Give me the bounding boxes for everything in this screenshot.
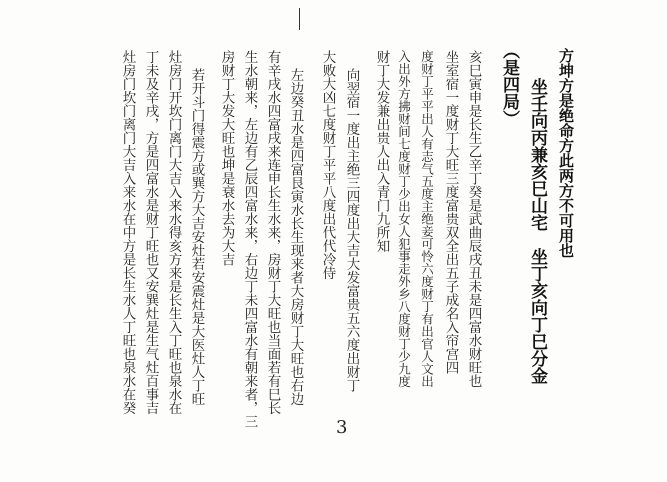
binding-mark: [299, 8, 300, 30]
column-7: 入出外方拂财间七度财丁少出女人犯事走外乡八度财丁少九度: [396, 50, 412, 388]
column-1: 方坤方是绝命方此两方不可用也: [557, 48, 575, 258]
column-5: 坐室宿一度财丁大旺三度富贵双全出五子成名入帘宫四: [442, 50, 459, 374]
column-15: 若开斗门得震方或巽方大吉安灶若安震灶是大医灶人丁旺: [188, 68, 205, 406]
column-8: 财丁大发兼出贵人出入青门九所知: [373, 50, 390, 253]
column-16: 灶房门开坎门离门大吉入来水得亥方来是长生入丁旺也泉水在: [165, 50, 182, 415]
column-17: 丁未及辛戌，方是四富水是财丁旺也又安巽灶是生气灶百事吉: [142, 50, 159, 415]
column-12: 有辛戌水四富戌来连申长生水来，房财丁大旺也当面若有巳长: [264, 50, 281, 415]
column-13: 生水朝来，左边有乙辰四富水来，右边丁未四富水有朝来者，三: [241, 50, 258, 428]
column-4: 亥巳寅申是长生乙辛丁癸是武曲辰戌丑未是四富水财旺也: [465, 50, 482, 388]
column-9: 向翌宿一度出主绝三四度出大吉大发富贵五六度出财丁: [343, 68, 360, 392]
heading-sitting-direction: 坐壬向丙兼亥巳山宅 坐丁亥向丁巳分金: [527, 78, 547, 384]
column-6: 度财丁平平出人有志气五度主绝妾可怜六度财丁有出官人文出: [419, 50, 435, 388]
column-18: 灶房门坎门离门大吉入来水在中方是长生水人丁旺也泉水在癸: [119, 50, 136, 415]
column-11: 左边癸丑水是四富艮寅水长生现来者大房财丁大旺也右边: [287, 68, 304, 406]
column-10: 大败大凶七度财丁平平八度出代代冷侍: [319, 50, 336, 280]
column-14: 房财丁大发大旺也坤是衰水去为大吉: [218, 50, 235, 266]
page-number: 3: [336, 417, 348, 438]
heading-subtitle: （是四局）: [499, 42, 519, 127]
